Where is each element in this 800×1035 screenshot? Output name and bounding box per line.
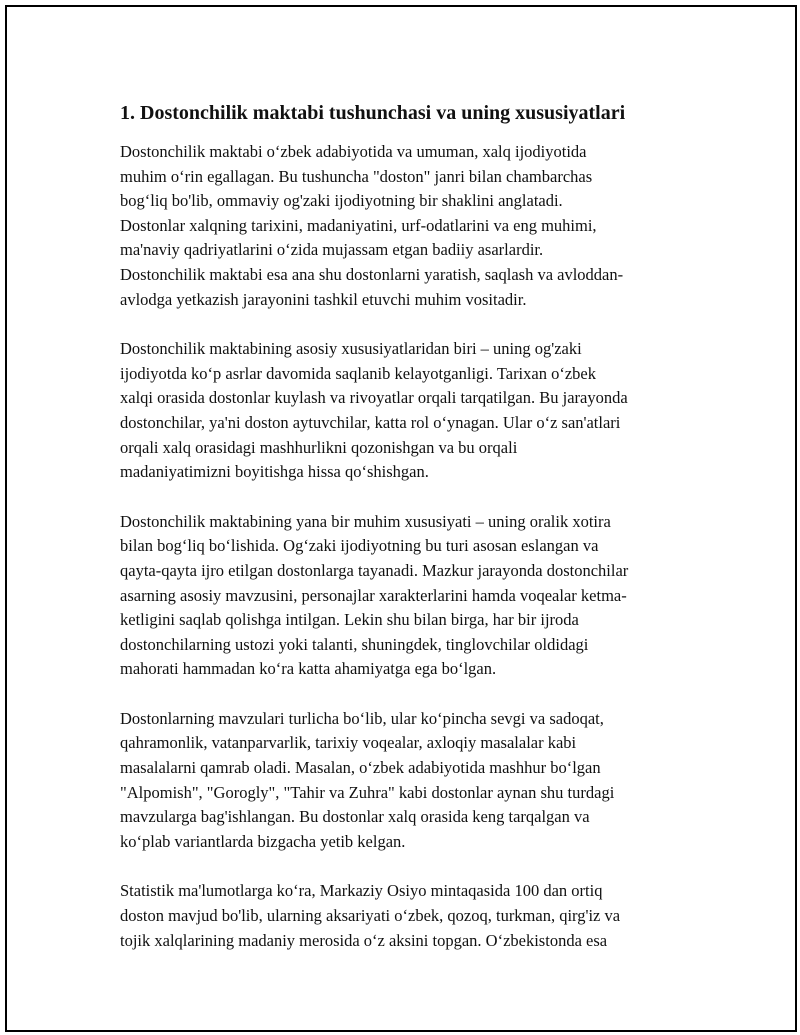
text-line: dostonchilar, ya'ni doston aytuvchilar, katta rol o‘ynagan. Ular o‘z san'atlari [120,412,621,432]
paragraph-3 [120,510,700,682]
text-line: ijodiyotda ko‘p asrlar davomida saqlanib kelayotganligi. Tarixan o‘zbek [120,363,596,383]
text-line: muhim o‘rin egallagan. Bu tushuncha "doston" janri bilan chambarchas [120,166,593,186]
text-line: Dostonchilik maktabi esa ana shu dostonlarni yaratish, saqlash va avloddan- [120,264,624,284]
paragraph-4 [120,707,700,855]
text-line: xalqi orasida dostonlar kuylash va rivoyatlar orqali tarqatilgan. Bu jarayonda [120,388,628,408]
text-line: "Alpomish", "Gorogly", "Tahir va Zuhra" kabi dostonlar aynan shu turdagi [120,782,615,802]
paragraph-1 [120,140,700,312]
text-line: ko‘plab variantlarda bizgacha yetib kelgan. [120,831,406,851]
text-line: Dostonlarning mavzulari turlicha bo‘lib, ular ko‘pincha sevgi va sadoqat, [120,708,604,728]
section-heading: 1. Dostonchilik maktabi tushunchasi va uning xususiyatlari [120,102,626,124]
text-line: madaniyatimizni boyitishga hissa qo‘shishgan. [120,462,429,482]
text-line: ma'naviy qadriyatlarini o‘zida mujassam etgan badiiy asarlardir. [120,240,544,260]
text-line: Dostonlar xalqning tarixini, madaniyatini, urf-odatlarini va eng muhimi, [120,215,597,235]
text-line: dostonchilarning ustozi yoki talanti, shuningdek, tinglovchilar oldidagi [120,634,589,654]
page-frame [5,5,797,1032]
text-line: Statistik ma'lumotlarga ko‘ra, Markaziy Osiyo mintaqasida 100 dan ortiq [120,881,603,901]
text-line: orqali xalq orasidagi mashhurlikni qozonishgan va bu orqali [120,437,518,457]
text-line: bog‘liq bo'lib, ommaviy og'zaki ijodiyotning bir shaklini anglatadi. [120,191,563,211]
text-line: mahorati hammadan ko‘ra katta ahamiyatga ega bo‘lgan. [120,659,497,679]
paragraph-2 [120,337,700,485]
text-line: masalalarni qamrab oladi. Masalan, o‘zbek adabiyotida mashhur bo‘lgan [120,758,601,778]
text-line: bilan bog‘liq bo‘lishida. Og‘zaki ijodiyotning bu turi asosan eslangan va [120,536,599,556]
text-line: Dostonchilik maktabi o‘zbek adabiyotida va umuman, xalq ijodiyotida [120,142,587,161]
text-line: doston mavjud bo'lib, ularning aksariyati o‘zbek, qozoq, turkman, qirg'iz va [120,906,621,926]
text-line: tojik xalqlarining madaniy merosida o‘z aksini topgan. O‘zbekistonda esa [120,930,608,950]
paragraph-5 [120,879,700,953]
document-body [120,100,700,978]
text-line: Dostonchilik maktabining yana bir muhim xususiyati – uning oralik xotira [120,511,611,531]
text-line: avlodga yetkazish jarayonini tashkil etuvchi muhim vositadir. [120,289,527,309]
text-line: asarning asosiy mavzusini, personajlar xarakterlarini hamda voqealar ketma- [120,585,627,605]
text-line: ketligini saqlab qolishga intilgan. Lekin shu bilan birga, har bir ijroda [120,610,579,630]
text-line: mavzularga bag'ishlangan. Bu dostonlar xalq orasida keng tarqalgan va [120,807,590,827]
text-line: qayta-qayta ijro etilgan dostonlarga tayanadi. Mazkur jarayonda dostonchilar [120,560,629,580]
text-line: Dostonchilik maktabining asosiy xususiyatlaridan biri – uning og'zaki [120,339,582,359]
text-line: qahramonlik, vatanparvarlik, tarixiy voqealar, axloqiy masalalar kabi [120,733,577,753]
